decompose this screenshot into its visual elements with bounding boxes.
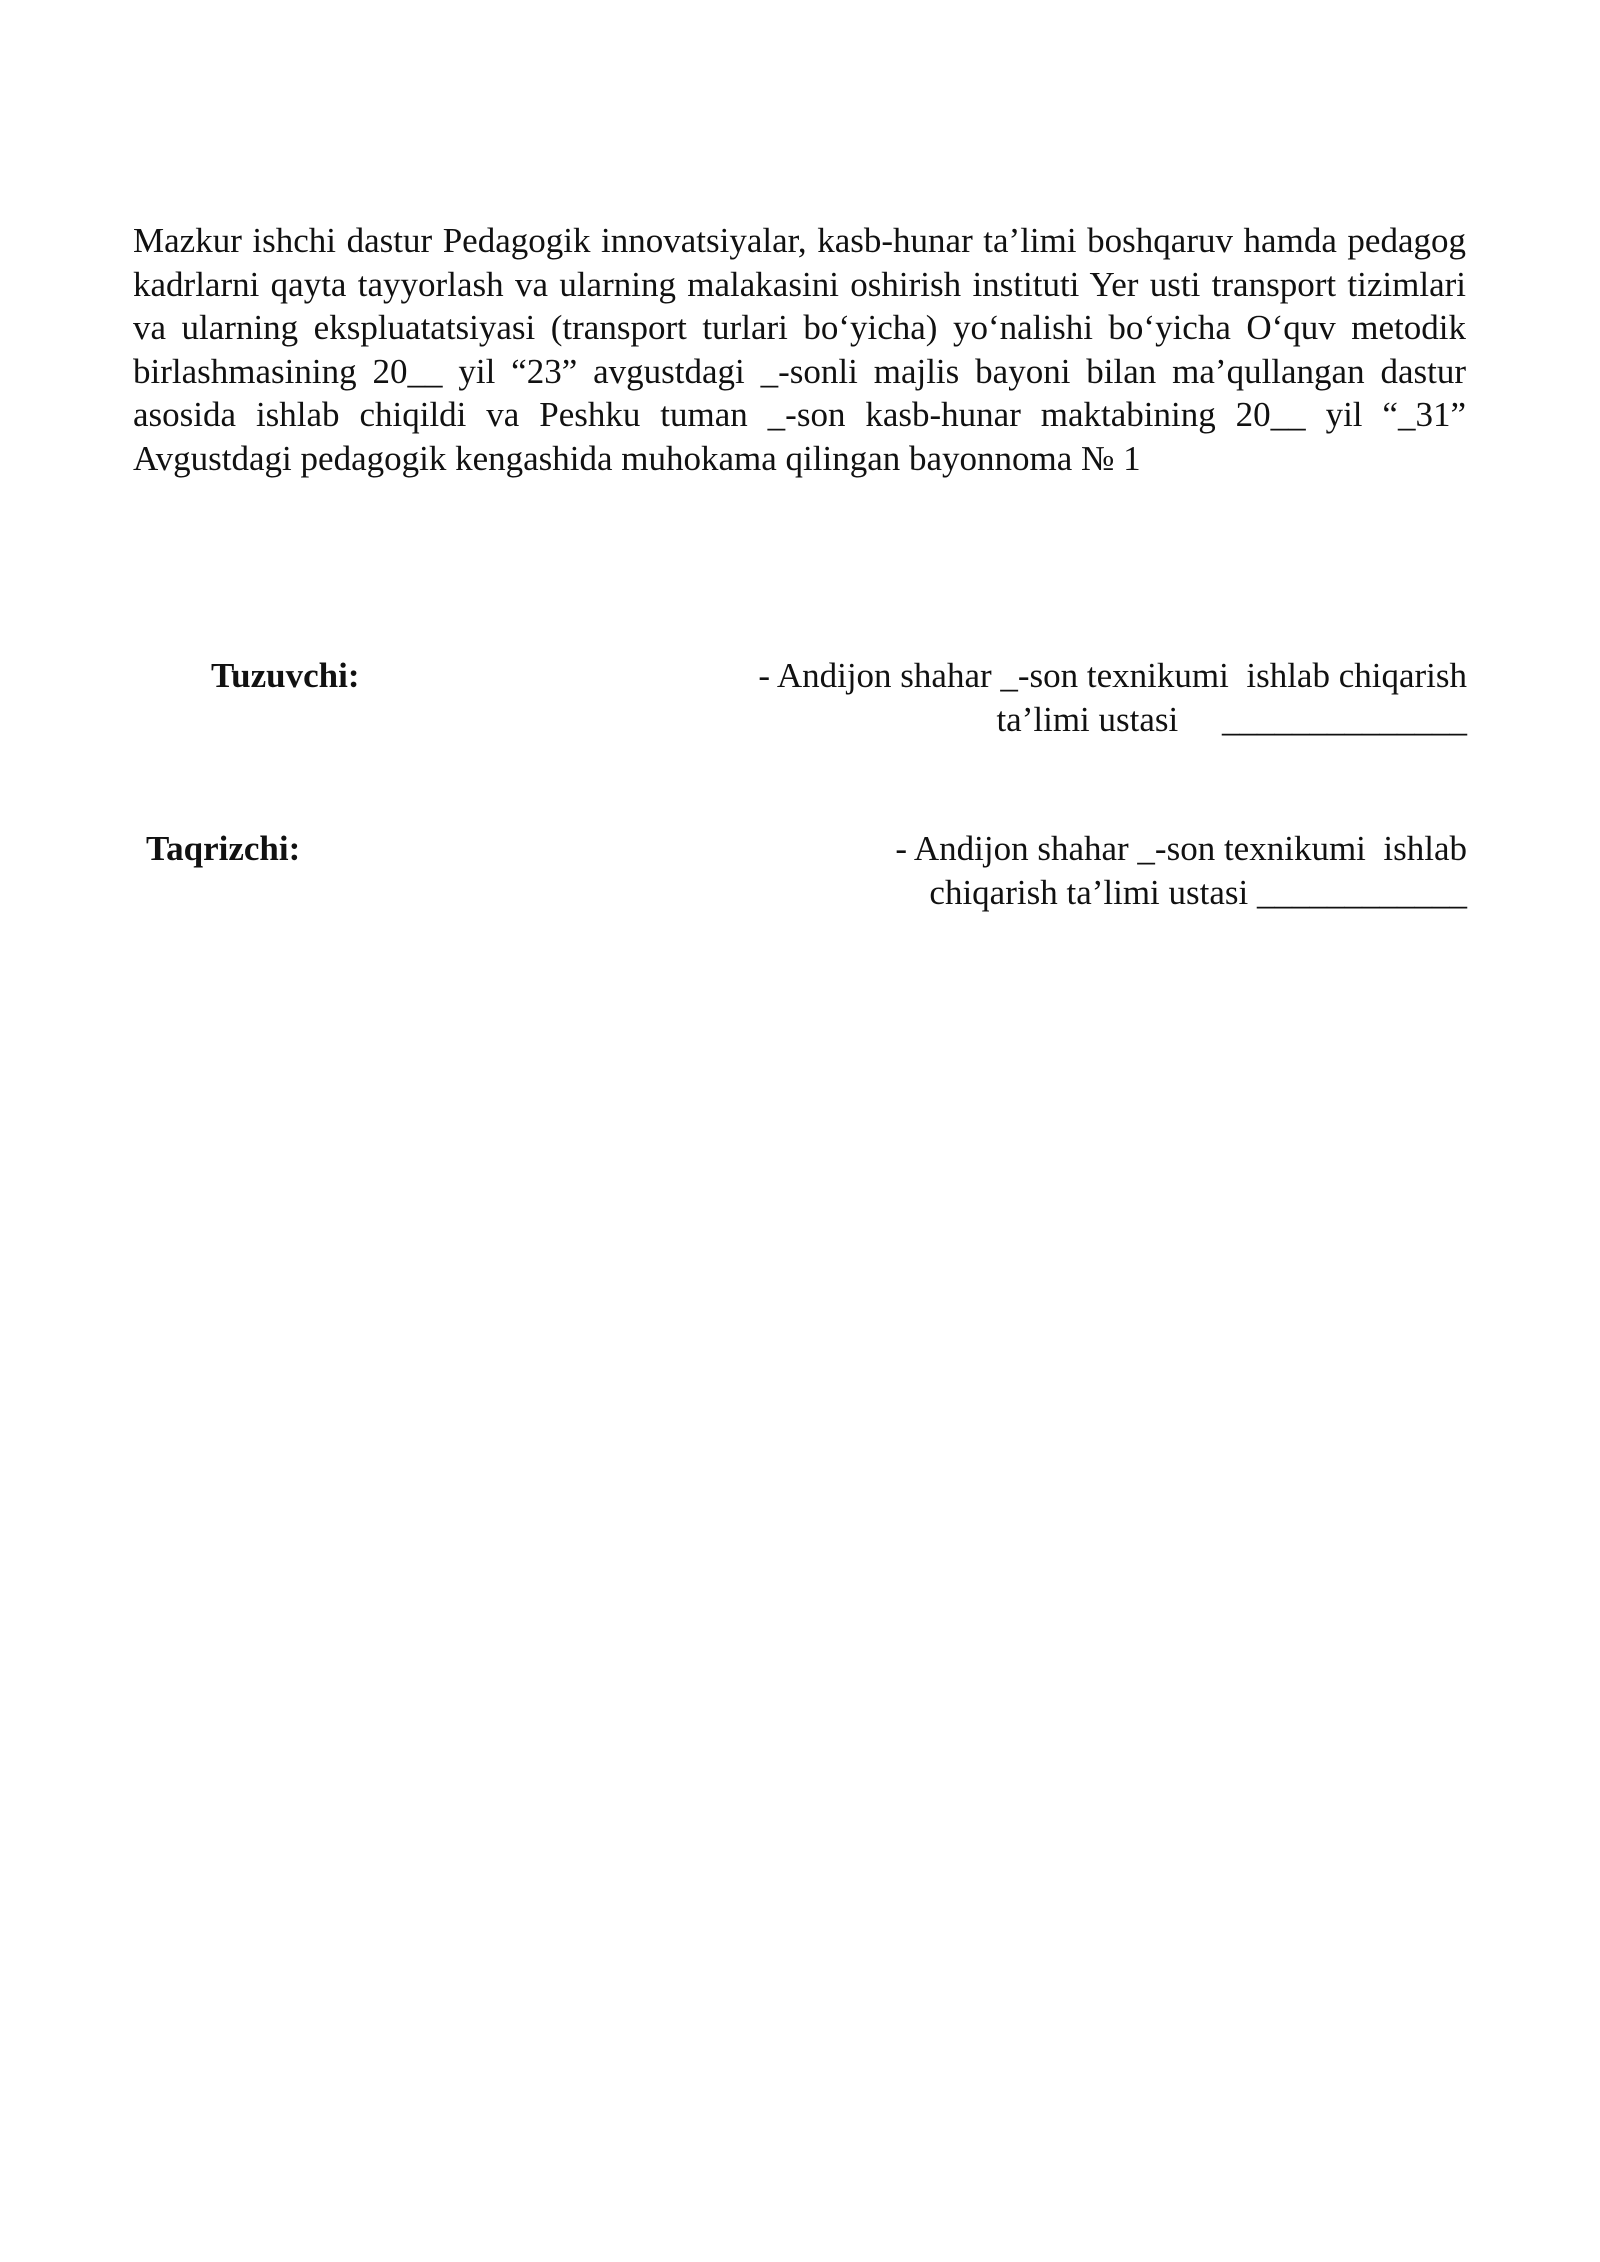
taqrizchi-description [767,827,1467,914]
tuzuvchi-label: Tuzuvchi: [211,656,360,695]
tuzuvchi-line-2: ta’limi ustasi ______________ [996,699,1467,739]
intro-paragraph: Mazkur ishchi dastur Pedagogik innovatsiyalar, kasb-hunar ta’limi boshqaruv hamda pedagog kadrlarni qayta tayyorlash va ularning malakasini oshirish instituti Yer usti transport tizimlari va ularning ekspluatatsiyasi (transport turlari bo‘yicha) yo‘nalishi bo‘yicha O‘quv metodik birlashmasining 20__ yil “23” avgustdagi _-sonli majlis bayoni bilan ma’qullangan dastur asosida ishlab chiqildi va Peshku tuman _-son kasb-hunar maktabining 20__ yil “_31” Avgustdagi pedagogik kengashida muhokama qilingan bayonnoma № 1 [133,221,1466,478]
taqrizchi-line-1: - Andijon shahar _-son texnikumi ishlab [895,829,1467,868]
taqrizchi-line-2: chiqarish ta’limi ustasi ____________ [929,872,1467,912]
tuzuvchi-description [667,654,1467,741]
taqrizchi-label: Taqrizchi: [146,829,301,868]
tuzuvchi-line-1: - Andijon shahar _-son texnikumi ishlab chiqarish [758,656,1467,695]
